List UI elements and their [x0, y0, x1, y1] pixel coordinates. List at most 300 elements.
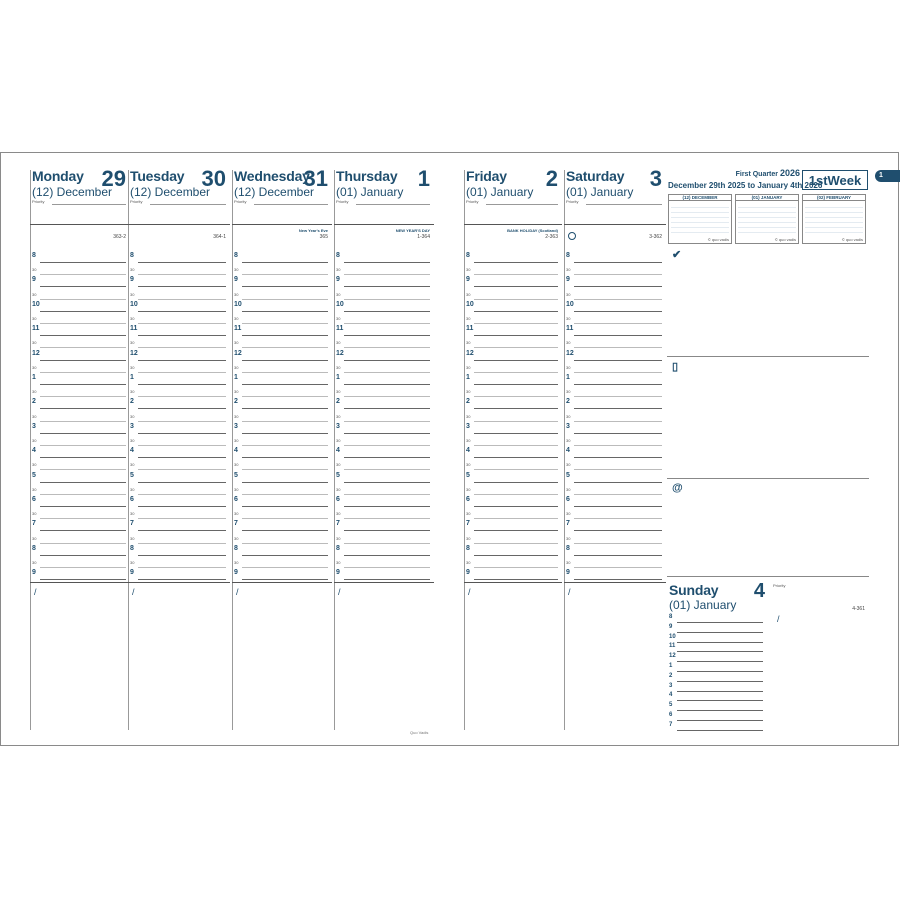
hour-slot[interactable]	[334, 337, 434, 349]
hour-slot[interactable]	[464, 264, 562, 276]
slot-line	[40, 482, 126, 483]
hour-label: 8	[32, 544, 36, 552]
hour-slot[interactable]	[232, 276, 332, 288]
hour-slot[interactable]	[128, 337, 230, 349]
hour-slot[interactable]	[464, 386, 562, 398]
hour-slot[interactable]	[464, 472, 562, 484]
hour-label: 4	[669, 692, 673, 699]
quarter-title: First Quarter 2026	[735, 168, 800, 178]
hour-slot[interactable]	[564, 569, 666, 581]
slot-line	[138, 299, 226, 300]
hour-slot[interactable]	[464, 520, 562, 532]
priority-line[interactable]	[486, 204, 558, 205]
hour-slot[interactable]	[128, 411, 230, 423]
hour-label: 9	[669, 623, 673, 630]
hour-slot[interactable]	[334, 545, 434, 557]
slot-line	[242, 286, 328, 287]
hour-slot[interactable]	[128, 545, 230, 557]
hour-slot[interactable]	[564, 386, 666, 398]
hour-slot[interactable]	[667, 614, 767, 624]
hour-slot[interactable]	[564, 484, 666, 496]
hour-slot[interactable]	[30, 533, 130, 545]
slot-line	[474, 555, 558, 556]
hour-slot[interactable]	[232, 252, 332, 264]
hour-slot[interactable]	[667, 643, 767, 653]
notes-area[interactable]	[334, 582, 434, 728]
hour-slot[interactable]	[334, 374, 434, 386]
hour-slot[interactable]	[334, 533, 434, 545]
hour-slot[interactable]	[334, 423, 434, 435]
hour-slot[interactable]	[564, 447, 666, 459]
slot-line	[242, 372, 328, 373]
hour-slot[interactable]	[667, 712, 767, 722]
hour-slot[interactable]	[232, 557, 332, 569]
hour-slot[interactable]	[232, 398, 332, 410]
mini-calendar-grid	[805, 203, 863, 233]
hour-label: 30	[234, 438, 239, 443]
hour-slot[interactable]	[128, 557, 230, 569]
hour-slot[interactable]	[232, 374, 332, 386]
hour-label: 11	[669, 643, 676, 650]
slot-line	[474, 482, 558, 483]
hour-label: 9	[130, 569, 134, 577]
slot-line	[242, 579, 328, 580]
hour-slot[interactable]	[232, 459, 332, 471]
hour-slot[interactable]	[232, 435, 332, 447]
holiday-label: BANK HOLIDAY (Scotland)	[507, 228, 558, 233]
hour-slot[interactable]	[334, 398, 434, 410]
hour-label: 7	[566, 520, 570, 528]
hour-slot[interactable]	[464, 362, 562, 374]
hour-slot[interactable]	[128, 374, 230, 386]
hour-slot[interactable]	[667, 722, 767, 732]
priority-line[interactable]	[356, 204, 430, 205]
hour-slot[interactable]	[334, 252, 434, 264]
slot-line	[344, 421, 430, 422]
hour-slot[interactable]	[30, 545, 130, 557]
hour-slot[interactable]	[232, 520, 332, 532]
hour-slot[interactable]	[667, 692, 767, 702]
hour-label: 12	[32, 349, 40, 357]
hour-slot[interactable]	[464, 398, 562, 410]
hour-slot[interactable]	[30, 520, 130, 532]
hour-slot[interactable]	[334, 496, 434, 508]
hour-slot[interactable]	[564, 337, 666, 349]
hour-slot[interactable]	[464, 374, 562, 386]
hour-slot[interactable]	[30, 508, 130, 520]
hour-label: 30	[130, 560, 135, 565]
slot-line	[242, 457, 328, 458]
hour-label: 30	[566, 267, 571, 273]
hour-label: 9	[234, 276, 238, 284]
hour-slot[interactable]	[564, 398, 666, 410]
hour-slot[interactable]	[564, 264, 666, 276]
hour-slot[interactable]	[334, 301, 434, 313]
hour-slot[interactable]	[232, 423, 332, 435]
hour-slot[interactable]	[232, 496, 332, 508]
hour-slot[interactable]	[334, 264, 434, 276]
hour-label: 30	[566, 511, 571, 517]
hour-slot[interactable]	[464, 545, 562, 557]
pen-icon: /	[338, 587, 341, 597]
hour-slot[interactable]	[334, 362, 434, 374]
hour-slot[interactable]	[30, 496, 130, 508]
todo-section[interactable]	[667, 244, 869, 357]
slot-line	[344, 262, 430, 263]
hour-label: 30	[566, 535, 571, 541]
slot-line	[474, 567, 558, 568]
hour-slot[interactable]	[30, 447, 130, 459]
hour-slot[interactable]	[128, 289, 230, 301]
hour-label: 30	[130, 486, 135, 492]
hour-slot[interactable]	[232, 325, 332, 337]
hour-slot[interactable]	[464, 533, 562, 545]
hour-slot[interactable]	[30, 252, 130, 264]
hour-label: 30	[234, 267, 239, 273]
slot-line	[474, 274, 558, 275]
hour-slot[interactable]	[564, 508, 666, 520]
hour-slot[interactable]	[128, 252, 230, 264]
hour-slot[interactable]	[128, 496, 230, 508]
hour-slot[interactable]	[464, 301, 562, 313]
hour-slot[interactable]	[667, 624, 767, 634]
month-tab[interactable]: 1	[875, 170, 900, 182]
slot-line	[40, 445, 126, 446]
hour-slot[interactable]	[128, 533, 230, 545]
slot-line	[138, 311, 226, 312]
slot-line	[242, 518, 328, 519]
hour-slot[interactable]	[464, 484, 562, 496]
hour-slot[interactable]	[564, 313, 666, 325]
mini-calendar-title: (12) DECEMBER	[669, 195, 731, 201]
hour-slot[interactable]	[128, 362, 230, 374]
week-number-badge: 1stWeek	[802, 170, 868, 190]
hour-slot[interactable]	[128, 264, 230, 276]
hour-slot[interactable]	[564, 557, 666, 569]
hour-slot[interactable]	[30, 362, 130, 374]
hour-slot[interactable]	[128, 508, 230, 520]
hour-slot[interactable]	[232, 362, 332, 374]
slot-line	[474, 311, 558, 312]
day-number: 29	[101, 166, 126, 191]
hour-slot[interactable]	[334, 520, 434, 532]
hour-slot[interactable]	[128, 313, 230, 325]
slot-line	[138, 445, 226, 446]
hour-slot[interactable]	[30, 374, 130, 386]
hour-slot[interactable]	[128, 569, 230, 581]
hour-slot[interactable]	[667, 683, 767, 693]
hour-label: 8	[336, 252, 340, 259]
hour-slot[interactable]	[564, 325, 666, 337]
hour-slot[interactable]	[232, 337, 332, 349]
slot-line	[138, 579, 226, 580]
hour-label: 11	[336, 325, 344, 333]
slot-line	[138, 323, 226, 324]
hour-label: 30	[336, 560, 341, 565]
slot-line	[344, 433, 430, 434]
slot-line	[138, 274, 226, 275]
notes-area[interactable]	[464, 582, 562, 728]
hour-slot[interactable]	[30, 423, 130, 435]
hour-label: 30	[336, 511, 341, 517]
hour-slot[interactable]	[232, 569, 332, 581]
hour-slot[interactable]	[128, 276, 230, 288]
notes-area[interactable]	[30, 582, 130, 728]
slot-line	[40, 555, 126, 556]
hour-slot[interactable]	[30, 569, 130, 581]
hour-slot[interactable]	[334, 276, 434, 288]
hour-slot[interactable]	[128, 447, 230, 459]
hour-label: 12	[130, 349, 138, 357]
hour-slot[interactable]	[30, 411, 130, 423]
hour-label: 11	[130, 325, 138, 333]
hour-slot[interactable]	[667, 634, 767, 644]
slot-line	[344, 567, 430, 568]
pen-icon: /	[777, 614, 780, 624]
hour-slot[interactable]	[232, 508, 332, 520]
hour-slot[interactable]	[30, 325, 130, 337]
priority-line[interactable]	[52, 204, 126, 205]
hour-label: 5	[466, 471, 470, 479]
hour-label: 8	[32, 252, 36, 259]
slot-line	[242, 433, 328, 434]
hour-label: 30	[32, 535, 37, 541]
hour-slot[interactable]	[232, 545, 332, 557]
hour-slot[interactable]	[464, 289, 562, 301]
slot-line	[474, 262, 558, 263]
slot-line	[474, 372, 558, 373]
notes-area[interactable]	[564, 582, 666, 728]
hour-slot[interactable]	[464, 337, 562, 349]
hour-slot[interactable]	[334, 435, 434, 447]
slot-line	[344, 469, 430, 470]
slot-line	[138, 530, 226, 531]
hour-slot[interactable]	[232, 447, 332, 459]
hour-slot[interactable]	[564, 459, 666, 471]
hour-slot[interactable]	[564, 374, 666, 386]
day-month: (01) January	[336, 185, 404, 199]
hour-slot[interactable]	[334, 386, 434, 398]
slot-line	[474, 335, 558, 336]
hour-slot[interactable]	[334, 557, 434, 569]
email-section[interactable]	[667, 478, 869, 577]
hour-slot[interactable]	[564, 545, 666, 557]
hour-label: 30	[130, 316, 135, 321]
hour-label: 30	[336, 291, 341, 297]
hour-slot[interactable]	[464, 325, 562, 337]
slot-line	[474, 506, 558, 507]
hour-slot[interactable]	[30, 276, 130, 288]
hour-slot[interactable]	[30, 386, 130, 398]
hour-slot[interactable]	[30, 350, 130, 362]
hour-slot[interactable]	[30, 472, 130, 484]
slot-line	[40, 506, 126, 507]
hour-slot[interactable]	[128, 520, 230, 532]
hour-slot[interactable]	[564, 435, 666, 447]
hour-slot[interactable]	[564, 533, 666, 545]
hour-slot[interactable]	[464, 313, 562, 325]
hour-slot[interactable]	[128, 325, 230, 337]
slot-line	[40, 360, 126, 361]
slot-line	[474, 543, 558, 544]
hour-slot[interactable]	[128, 301, 230, 313]
hour-slot[interactable]	[128, 350, 230, 362]
hour-slot[interactable]	[667, 653, 767, 663]
hour-slot[interactable]	[30, 435, 130, 447]
calls-section[interactable]	[667, 356, 869, 479]
hour-label: 30	[130, 389, 135, 395]
day-header	[464, 152, 562, 240]
hour-slot[interactable]	[232, 289, 332, 301]
slot-line	[138, 384, 226, 385]
slot-line	[138, 543, 226, 544]
at-icon: @	[672, 482, 683, 494]
hour-slot[interactable]	[232, 472, 332, 484]
hour-slot[interactable]	[232, 411, 332, 423]
hour-slot[interactable]	[128, 484, 230, 496]
hour-slot[interactable]	[564, 362, 666, 374]
hour-slot[interactable]	[30, 301, 130, 313]
hour-label: 8	[130, 252, 134, 259]
hour-label: 9	[336, 569, 340, 577]
hour-label: 9	[566, 569, 570, 577]
hour-slot[interactable]	[564, 472, 666, 484]
slot-line	[574, 335, 662, 336]
hour-slot[interactable]	[232, 350, 332, 362]
hour-slot[interactable]	[232, 301, 332, 313]
priority-line[interactable]	[586, 204, 662, 205]
hour-slot[interactable]	[128, 386, 230, 398]
hour-slot[interactable]	[464, 569, 562, 581]
hour-slot[interactable]	[232, 264, 332, 276]
hour-slot[interactable]	[334, 484, 434, 496]
hour-slot[interactable]	[30, 557, 130, 569]
day-month: (12) December	[130, 185, 211, 199]
slot-line	[138, 421, 226, 422]
hour-label: 30	[466, 291, 471, 297]
hour-slot[interactable]	[667, 702, 767, 712]
hour-slot[interactable]	[334, 325, 434, 337]
hour-slot[interactable]	[232, 313, 332, 325]
hour-slot[interactable]	[334, 459, 434, 471]
slot-line	[344, 274, 430, 275]
hour-slot[interactable]	[232, 484, 332, 496]
hour-label: 6	[566, 496, 570, 503]
hour-slot[interactable]	[128, 398, 230, 410]
hour-slot[interactable]	[128, 423, 230, 435]
hour-label: 30	[234, 340, 239, 346]
hour-slot[interactable]	[564, 350, 666, 362]
hour-slot[interactable]	[30, 484, 130, 496]
day-month: (01) January	[566, 185, 634, 199]
hour-slot[interactable]	[667, 673, 767, 683]
hour-slot[interactable]	[564, 423, 666, 435]
hour-slot[interactable]	[334, 313, 434, 325]
hour-label: 30	[466, 340, 471, 346]
priority-line[interactable]	[254, 204, 328, 205]
hour-label: 30	[234, 462, 239, 468]
hour-slot[interactable]	[30, 313, 130, 325]
hour-slot[interactable]	[232, 386, 332, 398]
hour-slot[interactable]	[30, 289, 130, 301]
hour-slot[interactable]	[30, 398, 130, 410]
hour-label: 9	[234, 569, 238, 577]
slot-line	[574, 311, 662, 312]
hour-slot[interactable]	[334, 569, 434, 581]
hour-slot[interactable]	[564, 252, 666, 264]
hour-slot[interactable]	[128, 459, 230, 471]
hour-slot[interactable]	[464, 411, 562, 423]
hour-slot[interactable]	[30, 459, 130, 471]
hour-slot[interactable]	[334, 447, 434, 459]
day-of-year: 364-1	[213, 234, 226, 240]
hour-label: 30	[130, 535, 135, 541]
notes-area[interactable]	[232, 582, 332, 728]
hour-slot[interactable]	[564, 289, 666, 301]
slot-line	[344, 518, 430, 519]
hour-slot[interactable]	[464, 447, 562, 459]
hour-label: 1	[234, 374, 238, 381]
hour-slot[interactable]	[334, 411, 434, 423]
hour-slot[interactable]	[464, 423, 562, 435]
notes-area[interactable]	[128, 582, 230, 728]
hour-label: 10	[130, 300, 138, 308]
hour-label: 4	[336, 447, 340, 455]
hour-slot[interactable]	[128, 472, 230, 484]
hour-slot[interactable]	[464, 435, 562, 447]
hour-slot[interactable]	[334, 350, 434, 362]
slot-line	[574, 530, 662, 531]
hour-slot[interactable]	[464, 557, 562, 569]
hour-slot[interactable]	[232, 533, 332, 545]
hour-slot[interactable]	[30, 337, 130, 349]
hour-slot[interactable]	[464, 276, 562, 288]
hour-slot[interactable]	[564, 520, 666, 532]
priority-line[interactable]	[150, 204, 226, 205]
day-number: 4	[753, 580, 765, 602]
hour-slot[interactable]	[334, 289, 434, 301]
hour-slot[interactable]	[667, 663, 767, 673]
hour-label: 30	[336, 535, 341, 541]
hour-slot[interactable]	[464, 252, 562, 264]
slot-line	[138, 347, 226, 348]
hour-slot[interactable]	[564, 301, 666, 313]
hour-slot[interactable]	[334, 508, 434, 520]
hour-slot[interactable]	[464, 508, 562, 520]
hour-slot[interactable]	[464, 459, 562, 471]
hour-slot[interactable]	[128, 435, 230, 447]
hour-slot[interactable]	[564, 276, 666, 288]
hour-label: 8	[466, 252, 470, 259]
slot-line	[474, 579, 558, 580]
slot-line	[138, 469, 226, 470]
slot-line	[574, 323, 662, 324]
hour-slot[interactable]	[30, 264, 130, 276]
hour-label: 11	[466, 325, 474, 333]
slot-line	[242, 506, 328, 507]
hour-label: 30	[32, 413, 37, 419]
day-of-year: 1-364	[417, 234, 430, 240]
hour-slot[interactable]	[564, 496, 666, 508]
hour-label: 8	[669, 614, 673, 620]
hour-slot[interactable]	[334, 472, 434, 484]
slot-line	[474, 396, 558, 397]
hour-slot[interactable]	[464, 496, 562, 508]
hour-slot[interactable]	[464, 350, 562, 362]
hour-label: 10	[566, 300, 574, 308]
slot-line	[242, 323, 328, 324]
hour-slot[interactable]	[564, 411, 666, 423]
